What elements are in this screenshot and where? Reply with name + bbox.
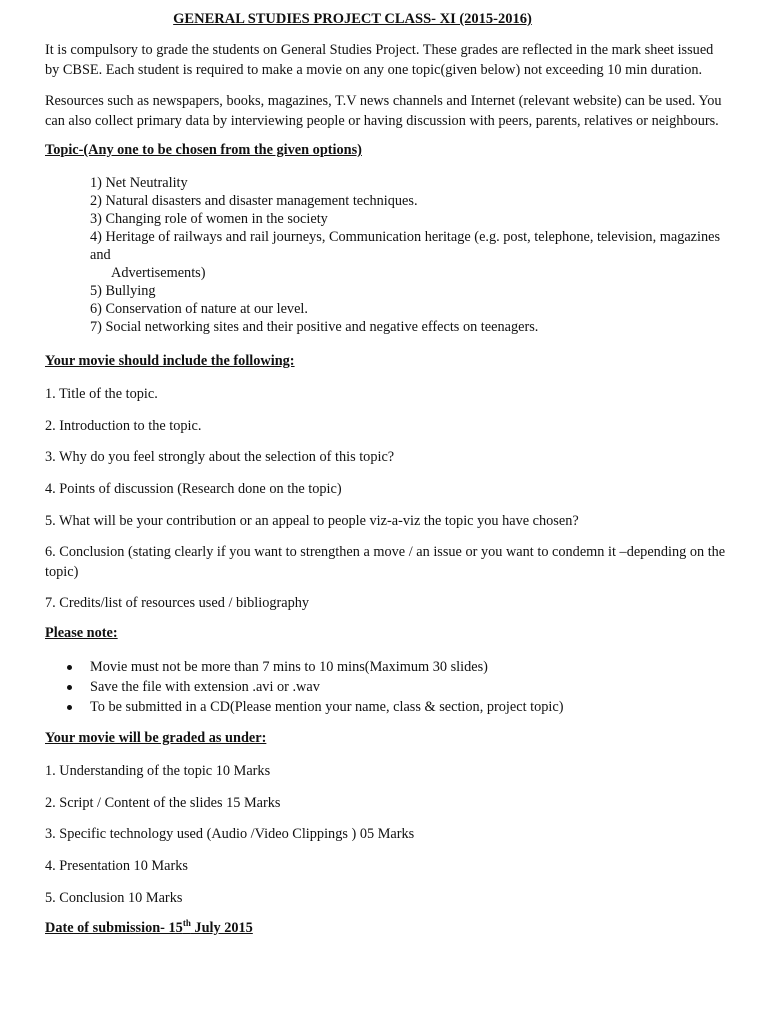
topic-item: 1) Net Neutrality [90, 175, 188, 191]
topic-item-text: 4) Heritage of railways and rail journeys, Communication heritage (e.g. post, telephone, television, magazines and [90, 229, 721, 263]
submission-date-superscript: th [182, 918, 191, 929]
topic-item: 2) Natural disasters and disaster management techniques. [90, 193, 418, 209]
include-item: 5. What will be your contribution or an appeal to people viz-a-viz the topic you have chosen? [45, 513, 579, 529]
include-item: 6. Conclusion (stating clearly if you want to strengthen a move / an issue or you want to condemn it –depending on the topic) [45, 544, 726, 580]
topic-item: 7) Social networking sites and their positive and negative effects on teenagers. [90, 319, 539, 335]
include-item: 2. Introduction to the topic. [45, 418, 202, 434]
topic-item-continuation: Advertisements) [111, 265, 206, 281]
include-item: 7. Credits/list of resources used / bibliography [45, 595, 310, 611]
resources-paragraph: Resources such as newspapers, books, magazines, T.V news channels and Internet (relevant website) can be used. You can also collect primary data by interviewing people or having discussion with peers, parents, relatives or neighbours. [45, 93, 722, 129]
include-heading: Your movie should include the following: [45, 353, 295, 369]
grading-item: 1. Understanding of the topic 10 Marks [45, 763, 271, 779]
topic-heading: Topic-(Any one to be chosen from the given options) [45, 142, 362, 158]
include-item: 1. Title of the topic. [45, 386, 158, 402]
topic-item: 3) Changing role of women in the society [90, 211, 328, 227]
note-item: Movie must not be more than 7 mins to 10 mins(Maximum 30 slides) [45, 657, 563, 677]
intro-paragraph: It is compulsory to grade the students on General Studies Project. These grades are reflected in the mark sheet issued by CBSE. Each student is required to make a movie on any one topic(given below) not exceeding 10 min duration. [45, 42, 714, 78]
grading-item: 5. Conclusion 10 Marks [45, 890, 183, 906]
submission-date-suffix: July 2015 [190, 920, 253, 936]
grading-heading: Your movie will be graded as under: [45, 730, 267, 746]
include-item: 3. Why do you feel strongly about the selection of this topic? [45, 449, 395, 465]
submission-date [45, 920, 253, 937]
note-item: Save the file with extension .avi or .wav [45, 677, 563, 697]
note-list [45, 657, 563, 717]
topic-item [90, 228, 730, 282]
topic-item: 5) Bullying [90, 283, 156, 299]
grading-item: 3. Specific technology used (Audio /Video Clippings ) 05 Marks [45, 826, 415, 842]
grading-item: 2. Script / Content of the slides 15 Marks [45, 795, 281, 811]
submission-date-prefix: Date of submission- 15 [45, 920, 183, 936]
topic-item: 6) Conservation of nature at our level. [90, 301, 308, 317]
note-heading: Please note: [45, 625, 118, 641]
grading-item: 4. Presentation 10 Marks [45, 858, 188, 874]
topic-list [90, 174, 730, 336]
note-item: To be submitted in a CD(Please mention your name, class & section, project topic) [45, 697, 563, 717]
document-title: GENERAL STUDIES PROJECT CLASS- XI (2015-2016) [173, 11, 532, 27]
include-item: 4. Points of discussion (Research done on the topic) [45, 481, 342, 497]
